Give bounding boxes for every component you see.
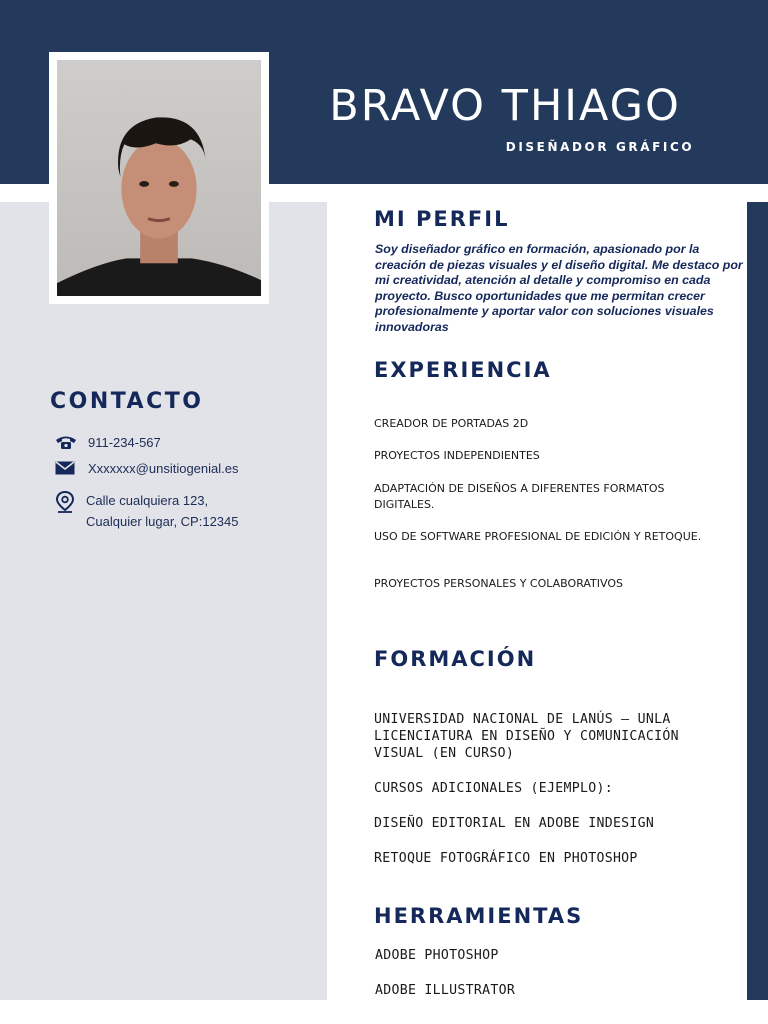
experience-item: ADAPTACIÓN DE DISEÑOS A DIFERENTES FORMATOS DIGITALES. xyxy=(374,482,665,511)
experience-item: PROYECTOS INDEPENDIENTES xyxy=(374,449,540,462)
right-stripe xyxy=(747,202,768,1000)
contact-email-row xyxy=(55,458,238,479)
contact-email[interactable]: Xxxxxxx@unsitiogenial.es xyxy=(88,461,239,476)
contact-phone: 911-234-567 xyxy=(88,435,161,450)
tool-item: ADOBE ILLUSTRATOR xyxy=(375,983,516,998)
profile-photo-frame xyxy=(49,52,269,304)
education-heading: FORMACIÓN xyxy=(374,647,537,671)
portrait-illustration xyxy=(57,60,261,296)
education-item: CURSOS ADICIONALES (EJEMPLO): xyxy=(374,781,613,796)
education-item: RETOQUE FOTOGRÁFICO EN PHOTOSHOP xyxy=(374,851,638,866)
address-line-2: Cualquier lugar, CP:12345 xyxy=(86,514,239,529)
education-item: DISEÑO EDITORIAL EN ADOBE INDESIGN xyxy=(374,816,655,831)
tools-heading: HERRAMIENTAS xyxy=(374,904,584,928)
experience-item: USO DE SOFTWARE PROFESIONAL DE EDICIÓN Y RETOQUE. xyxy=(374,530,702,543)
location-pin-icon xyxy=(55,490,79,514)
education-item: UNIVERSIDAD NACIONAL DE LANÚS – UNLA LICENCIATURA EN DISEÑO Y COMUNICACIÓN VISUAL (EN CURSO) xyxy=(374,712,679,761)
job-title: DISEÑADOR GRÁFICO xyxy=(505,140,695,154)
contact-phone-row xyxy=(55,432,161,453)
phone-icon xyxy=(55,432,79,452)
address-line-1: Calle cualquiera 123, xyxy=(86,493,209,508)
left-panel xyxy=(0,202,327,1000)
contact-heading: CONTACTO xyxy=(50,389,204,414)
experience-heading: EXPERIENCIA xyxy=(374,358,552,382)
experience-item: CREADOR DE PORTADAS 2D xyxy=(374,417,529,430)
profile-heading: MI PERFIL xyxy=(374,207,510,231)
contact-address xyxy=(86,490,239,532)
tool-item: ADOBE PHOTOSHOP xyxy=(375,948,499,963)
envelope-icon xyxy=(55,458,79,478)
profile-photo xyxy=(57,60,261,296)
contact-address-row xyxy=(55,490,239,532)
profile-text: Soy diseñador gráfico en formación, apasionado por la creación de piezas visuales y el diseño digital. Me destaco por mi creatividad, atención al detalle y compromiso en cada proyecto. Busco oportunidades que me permitan crecer profesionalmente y aportar valor con soluciones visuales innovadoras xyxy=(375,242,743,334)
person-name: BRAVO THIAGO xyxy=(329,81,681,131)
experience-item: PROYECTOS PERSONALES Y COLABORATIVOS xyxy=(374,577,623,590)
